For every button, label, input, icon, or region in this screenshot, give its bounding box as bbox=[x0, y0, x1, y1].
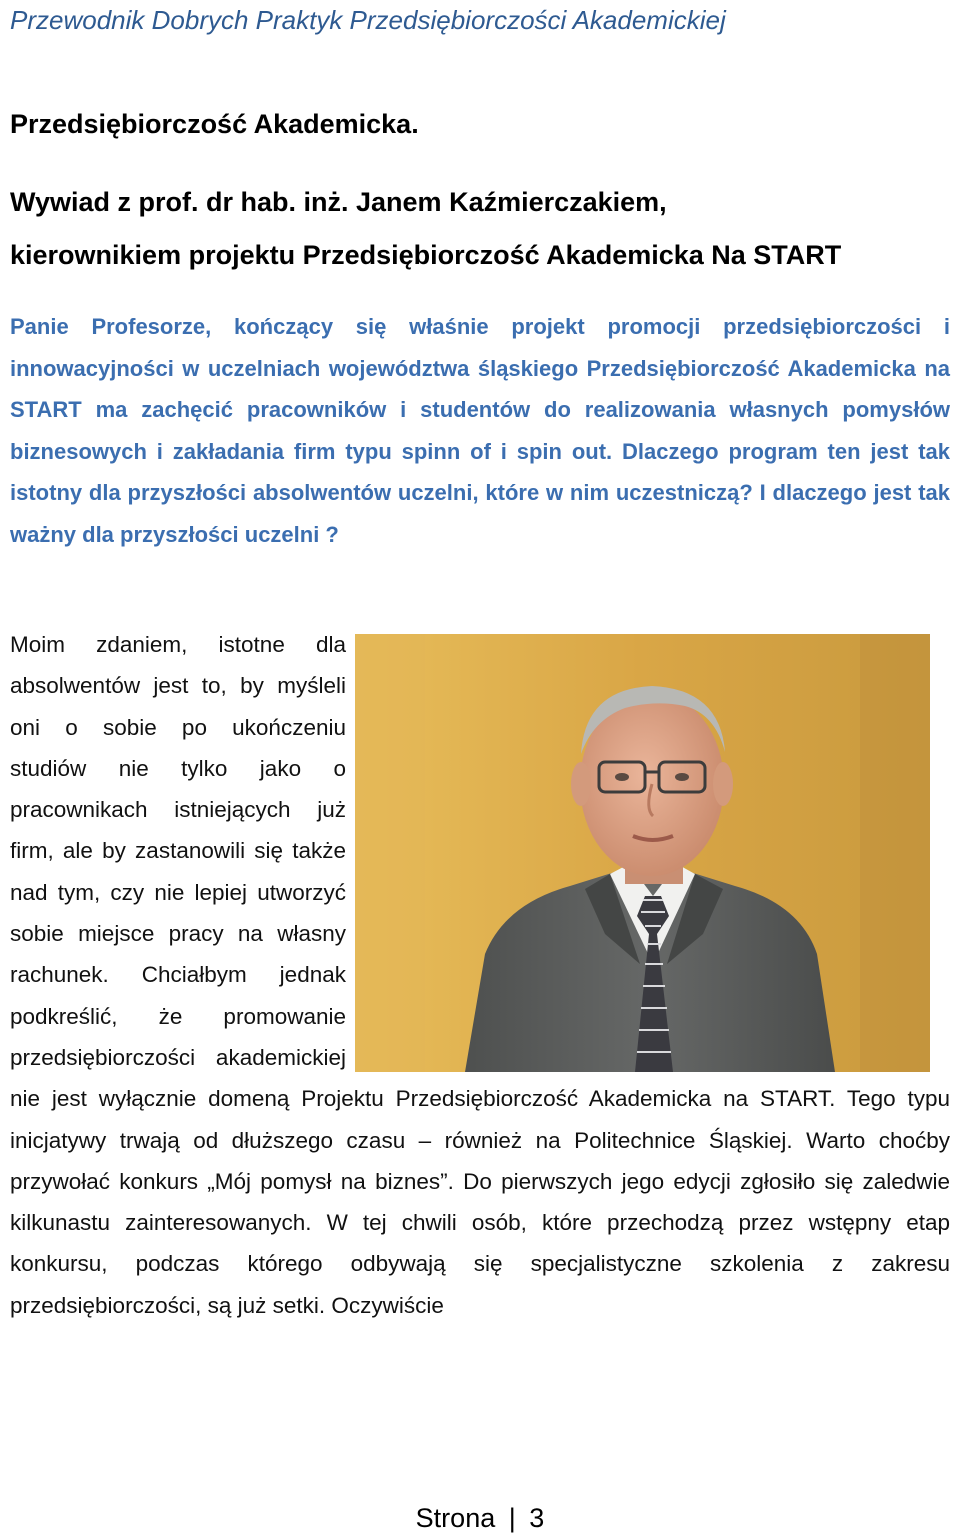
interview-answer-text: Moim zdaniem, istotne dla absolwentów jest to, by myśleli oni o sobie po ukończeniu studiów nie tylko jako o pracownikach istniejących już firm, ale by zastanowili się także nad tym, czy nie lepiej utworzyć sobie miejsce pracy na własny rachunek. Chciałbym jednak podkreślić, że promowanie przedsiębiorczości akademickiej nie jest wyłącznie domeną Projektu Przedsiębiorczość Akademicka na START. Tego typu inicjatywy trwają od dłuższego czasu – również na Politechnice Śląskiej. Warto choćby przywołać konkurs „Mój pomysł na biznes”. Do pierwszych jego edycji zgłosiło się zaledwie kilkunastu zainteresowanych. W tej chwili osób, które przechodzą przez wstępny etap konkursu, podczas którego odbywają się specjalistyczne szkolenia z zakresu przedsiębiorczości, są już setki. Oczywiście bbox=[10, 632, 950, 1318]
page-label: Strona bbox=[415, 1503, 496, 1533]
page-number: 3 bbox=[529, 1503, 545, 1533]
interview-question: Panie Profesorze, kończący się właśnie projekt promocji przedsiębiorczości i innowacyjności w uczelniach województwa śląskiego Przedsiębiorczość Akademicka na START ma zachęcić pracowników i studentów do realizowania własnych pomysłów biznesowych i zakładania firm typu spinn of i spin out. Dlaczego program ten jest tak istotny dla przyszłości absolwentów uczelni, które w nim uczestniczą? I dlaczego jest tak ważny dla przyszłości uczelni ? bbox=[10, 314, 950, 547]
article-title: Przedsiębiorczość Akademicka. bbox=[10, 109, 419, 139]
running-header: Przewodnik Dobrych Praktyk Przedsiębiorczości Akademickiej bbox=[10, 5, 726, 35]
article-subtitle-line-2: kierownikiem projektu Przedsiębiorczość Akademicka Na START bbox=[10, 240, 842, 270]
page-footer bbox=[0, 1496, 960, 1540]
article-subtitle-line-1: Wywiad z prof. dr hab. inż. Janem Kaźmierczakiem, bbox=[10, 187, 667, 217]
professor-portrait-photo bbox=[355, 634, 930, 1072]
page-separator: | bbox=[508, 1503, 516, 1533]
article-subtitle bbox=[10, 176, 950, 282]
